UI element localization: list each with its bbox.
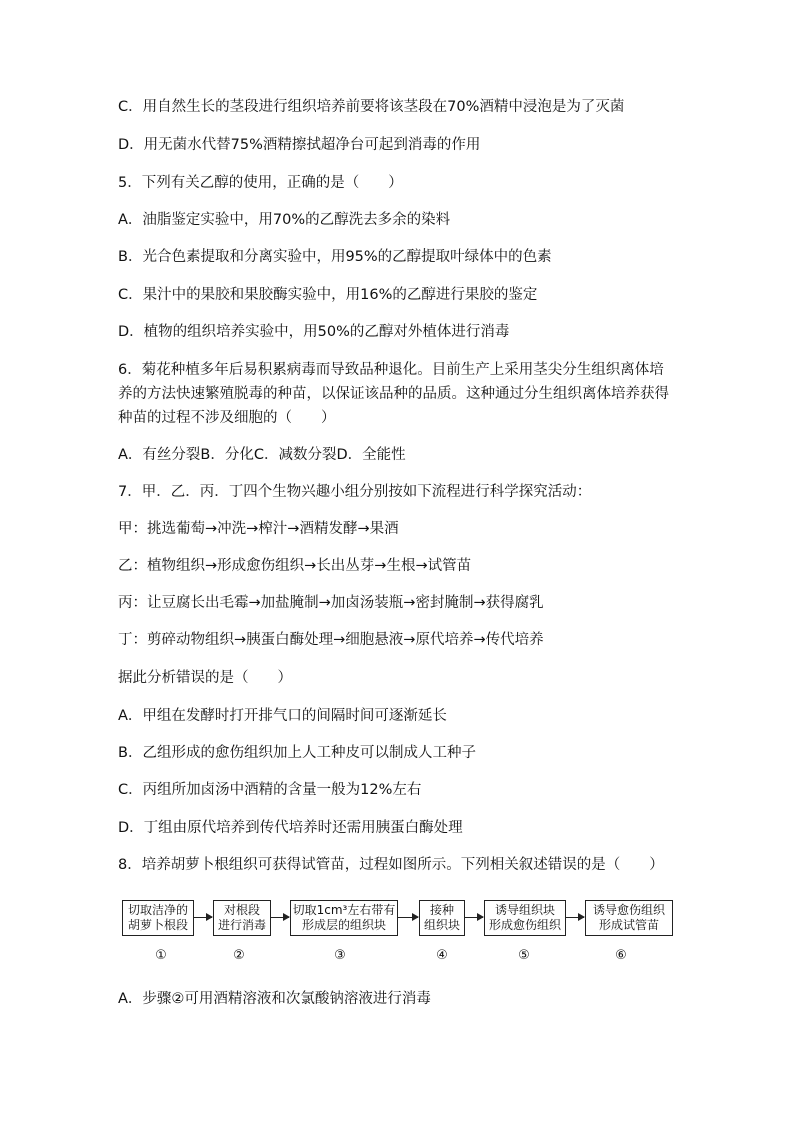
flow-arrow — [465, 917, 483, 918]
flow-arrow — [566, 917, 584, 918]
flow-jia: 甲：挑选葡萄→冲洗→榨汁→酒精发酵→果酒 — [118, 521, 399, 537]
option-b-q5: B．光合色素提取和分离实验中，用95%的乙醇提取叶绿体中的色素 — [118, 249, 552, 265]
step-number-2: ② — [233, 948, 245, 963]
option-d-q5: D．植物的组织培养实验中，用50%的乙醇对外植体进行消毒 — [118, 324, 510, 340]
flow-step-2: 对根段 进行消毒 — [213, 900, 271, 936]
options-q6: A．有丝分裂B．分化C．减数分裂D．全能性 — [118, 447, 406, 463]
step-number-5: ⑤ — [518, 948, 530, 963]
question-7-stem: 据此分析错误的是（ ） — [118, 670, 292, 686]
flow-step-1: 切取洁净的 胡萝卜根段 — [122, 900, 194, 936]
question-8: 8．培养胡萝卜根组织可获得试管苗，过程如图所示。下列相关叙述错误的是（ ） — [118, 857, 664, 873]
option-d-q4: D．用无菌水代替75%酒精擦拭超净台可起到消毒的作用 — [118, 137, 481, 153]
option-a-q7: A．甲组在发酵时打开排气口的间隔时间可逐渐延长 — [118, 708, 447, 724]
step-number-3: ③ — [334, 948, 346, 963]
flow-step-4: 接种 组织块 — [419, 900, 465, 936]
question-6-line1: 6．菊花种植多年后易积累病毒而导致品种退化。目前生产上采用茎尖分生组织离体培 — [118, 362, 664, 378]
flow-ding: 丁：剪碎动物组织→胰蛋白酶处理→细胞悬液→原代培养→传代培养 — [118, 632, 544, 648]
option-c-q5: C．果汁中的果胶和果胶酶实验中，用16%的乙醇进行果胶的鉴定 — [118, 287, 538, 303]
flow-arrow — [194, 917, 212, 918]
step-number-1: ① — [155, 948, 167, 963]
question-6-line3: 种苗的过程不涉及细胞的（ ） — [118, 410, 336, 426]
flow-step-3: 切取1cm³左右带有 形成层的组织块 — [290, 900, 398, 936]
option-a-q5: A．油脂鉴定实验中，用70%的乙醇洗去多余的染料 — [118, 212, 451, 228]
flow-bing: 丙：让豆腐长出毛霉→加盐腌制→加卤汤装瓶→密封腌制→获得腐乳 — [118, 595, 544, 611]
step-number-4: ④ — [436, 948, 448, 963]
option-b-q7: B．乙组形成的愈伤组织加上人工种皮可以制成人工种子 — [118, 745, 476, 761]
option-d-q7: D．丁组由原代培养到传代培养时还需用胰蛋白酶处理 — [118, 820, 463, 836]
flow-step-5: 诱导组织块 形成愈伤组织 — [484, 900, 566, 936]
flow-step-6: 诱导愈伤组织 形成试管苗 — [585, 900, 673, 936]
option-c-q7: C．丙组所加卤汤中酒精的含量一般为12%左右 — [118, 782, 422, 798]
option-a-q8: A．步骤②可用酒精溶液和次氯酸钠溶液进行消毒 — [118, 991, 431, 1007]
question-7: 7．甲．乙．丙．丁四个生物兴趣小组分别按如下流程进行科学探究活动： — [118, 484, 592, 500]
question-6-line2: 养的方法快速繁殖脱毒的种苗，以保证该品种的品质。这种通过分生组织离体培养获得 — [118, 386, 669, 402]
flow-yi: 乙：植物组织→形成愈伤组织→长出丛芽→生根→试管苗 — [118, 558, 472, 574]
option-c-q4: C．用自然生长的茎段进行组织培养前要将该茎段在70%酒精中浸泡是为了灭菌 — [118, 99, 625, 115]
step-number-6: ⑥ — [615, 948, 627, 963]
flow-arrow — [398, 917, 418, 918]
question-5: 5．下列有关乙醇的使用，正确的是（ ） — [118, 175, 403, 191]
flow-diagram — [118, 900, 678, 940]
flow-arrow — [271, 917, 289, 918]
